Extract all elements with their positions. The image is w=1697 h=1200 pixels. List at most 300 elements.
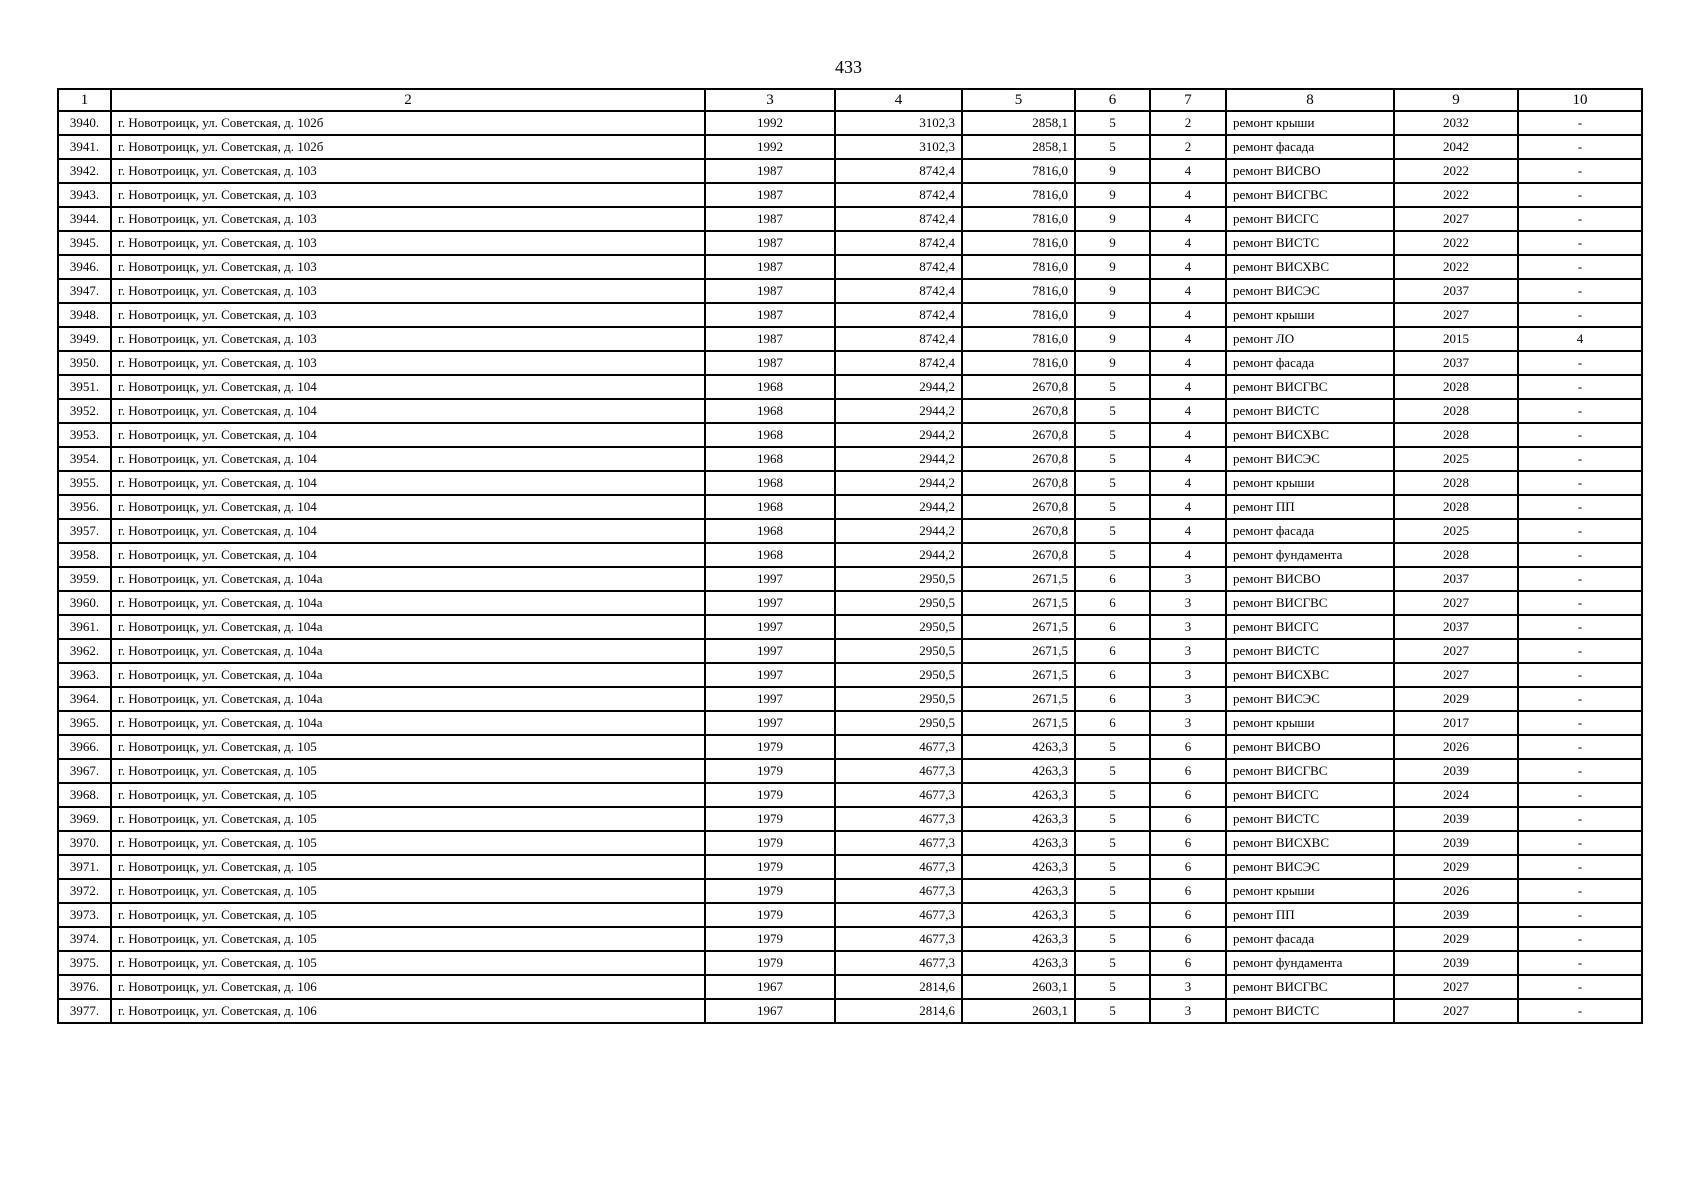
living-area-cell: 7816,0 — [962, 183, 1075, 207]
floors-cell: 5 — [1075, 927, 1150, 951]
total-area-cell: 3102,3 — [835, 135, 962, 159]
note-cell: - — [1518, 423, 1642, 447]
work-type-cell: ремонт фасада — [1226, 927, 1394, 951]
table-row — [58, 207, 1642, 231]
total-area-cell: 2950,5 — [835, 567, 962, 591]
address-cell: г. Новотроицк, ул. Советская, д. 105 — [111, 807, 705, 831]
floors-cell: 9 — [1075, 351, 1150, 375]
year-built-cell: 1997 — [705, 615, 835, 639]
row-number-cell: 3957. — [58, 519, 111, 543]
table-row — [58, 927, 1642, 951]
entrances-cell: 4 — [1150, 375, 1226, 399]
work-type-cell: ремонт ВИСГВС — [1226, 183, 1394, 207]
row-number-cell: 3961. — [58, 615, 111, 639]
total-area-cell: 4677,3 — [835, 951, 962, 975]
table-row — [58, 735, 1642, 759]
address-cell: г. Новотроицк, ул. Советская, д. 103 — [111, 327, 705, 351]
year-built-cell: 1987 — [705, 327, 835, 351]
address-cell: г. Новотроицк, ул. Советская, д. 105 — [111, 927, 705, 951]
work-type-cell: ремонт ВИСХВС — [1226, 423, 1394, 447]
work-type-cell: ремонт ВИСТС — [1226, 399, 1394, 423]
address-cell: г. Новотроицк, ул. Советская, д. 105 — [111, 855, 705, 879]
entrances-cell: 4 — [1150, 303, 1226, 327]
entrances-cell: 6 — [1150, 831, 1226, 855]
year-built-cell: 1979 — [705, 783, 835, 807]
living-area-cell: 7816,0 — [962, 327, 1075, 351]
work-type-cell: ремонт ВИСХВС — [1226, 255, 1394, 279]
total-area-cell: 8742,4 — [835, 303, 962, 327]
year-built-cell: 1979 — [705, 759, 835, 783]
planned-year-cell: 2028 — [1394, 423, 1518, 447]
row-number-cell: 3965. — [58, 711, 111, 735]
work-type-cell: ремонт фундамента — [1226, 543, 1394, 567]
address-cell: г. Новотроицк, ул. Советская, д. 104а — [111, 591, 705, 615]
work-type-cell: ремонт ПП — [1226, 903, 1394, 927]
row-number-cell: 3943. — [58, 183, 111, 207]
year-built-cell: 1968 — [705, 399, 835, 423]
floors-cell: 5 — [1075, 759, 1150, 783]
column-header: 2 — [111, 89, 705, 111]
row-number-cell: 3973. — [58, 903, 111, 927]
row-number-cell: 3962. — [58, 639, 111, 663]
year-built-cell: 1987 — [705, 255, 835, 279]
note-cell: - — [1518, 711, 1642, 735]
table-row — [58, 423, 1642, 447]
work-type-cell: ремонт крыши — [1226, 711, 1394, 735]
planned-year-cell: 2042 — [1394, 135, 1518, 159]
year-built-cell: 1979 — [705, 831, 835, 855]
address-cell: г. Новотроицк, ул. Советская, д. 104 — [111, 399, 705, 423]
year-built-cell: 1979 — [705, 879, 835, 903]
year-built-cell: 1968 — [705, 495, 835, 519]
entrances-cell: 2 — [1150, 111, 1226, 135]
year-built-cell: 1968 — [705, 543, 835, 567]
living-area-cell: 2603,1 — [962, 999, 1075, 1023]
note-cell: - — [1518, 111, 1642, 135]
work-type-cell: ремонт фасада — [1226, 135, 1394, 159]
planned-year-cell: 2027 — [1394, 207, 1518, 231]
planned-year-cell: 2024 — [1394, 783, 1518, 807]
address-cell: г. Новотроицк, ул. Советская, д. 102б — [111, 111, 705, 135]
column-header: 3 — [705, 89, 835, 111]
note-cell: - — [1518, 783, 1642, 807]
address-cell: г. Новотроицк, ул. Советская, д. 102б — [111, 135, 705, 159]
floors-cell: 6 — [1075, 663, 1150, 687]
address-cell: г. Новотроицк, ул. Советская, д. 103 — [111, 255, 705, 279]
living-area-cell: 4263,3 — [962, 903, 1075, 927]
living-area-cell: 4263,3 — [962, 831, 1075, 855]
year-built-cell: 1968 — [705, 423, 835, 447]
year-built-cell: 1968 — [705, 471, 835, 495]
entrances-cell: 3 — [1150, 687, 1226, 711]
row-number-cell: 3972. — [58, 879, 111, 903]
planned-year-cell: 2039 — [1394, 759, 1518, 783]
entrances-cell: 3 — [1150, 567, 1226, 591]
year-built-cell: 1997 — [705, 639, 835, 663]
row-number-cell: 3949. — [58, 327, 111, 351]
total-area-cell: 2814,6 — [835, 975, 962, 999]
entrances-cell: 4 — [1150, 351, 1226, 375]
table-row — [58, 111, 1642, 135]
year-built-cell: 1987 — [705, 231, 835, 255]
year-built-cell: 1992 — [705, 111, 835, 135]
table-row — [58, 711, 1642, 735]
table-row — [58, 255, 1642, 279]
row-number-cell: 3976. — [58, 975, 111, 999]
total-area-cell: 2944,2 — [835, 423, 962, 447]
note-cell: - — [1518, 999, 1642, 1023]
floors-cell: 9 — [1075, 159, 1150, 183]
work-type-cell: ремонт фасада — [1226, 519, 1394, 543]
row-number-cell: 3967. — [58, 759, 111, 783]
table-row — [58, 447, 1642, 471]
year-built-cell: 1968 — [705, 447, 835, 471]
total-area-cell: 8742,4 — [835, 159, 962, 183]
work-type-cell: ремонт ВИСВО — [1226, 735, 1394, 759]
table-row — [58, 639, 1642, 663]
entrances-cell: 4 — [1150, 399, 1226, 423]
address-cell: г. Новотроицк, ул. Советская, д. 105 — [111, 831, 705, 855]
note-cell: - — [1518, 519, 1642, 543]
address-cell: г. Новотроицк, ул. Советская, д. 104а — [111, 639, 705, 663]
table-row — [58, 159, 1642, 183]
entrances-cell: 4 — [1150, 495, 1226, 519]
work-type-cell: ремонт фасада — [1226, 351, 1394, 375]
row-number-cell: 3953. — [58, 423, 111, 447]
table-row — [58, 975, 1642, 999]
planned-year-cell: 2029 — [1394, 927, 1518, 951]
planned-year-cell: 2028 — [1394, 543, 1518, 567]
planned-year-cell: 2029 — [1394, 855, 1518, 879]
total-area-cell: 4677,3 — [835, 783, 962, 807]
row-number-cell: 3956. — [58, 495, 111, 519]
note-cell: - — [1518, 135, 1642, 159]
address-cell: г. Новотроицк, ул. Советская, д. 103 — [111, 231, 705, 255]
work-type-cell: ремонт крыши — [1226, 303, 1394, 327]
note-cell: - — [1518, 591, 1642, 615]
entrances-cell: 2 — [1150, 135, 1226, 159]
planned-year-cell: 2022 — [1394, 159, 1518, 183]
floors-cell: 5 — [1075, 111, 1150, 135]
row-number-cell: 3946. — [58, 255, 111, 279]
work-type-cell: ремонт ВИСТС — [1226, 807, 1394, 831]
note-cell: - — [1518, 399, 1642, 423]
row-number-cell: 3942. — [58, 159, 111, 183]
row-number-cell: 3954. — [58, 447, 111, 471]
planned-year-cell: 2028 — [1394, 375, 1518, 399]
entrances-cell: 4 — [1150, 327, 1226, 351]
total-area-cell: 4677,3 — [835, 903, 962, 927]
note-cell: - — [1518, 855, 1642, 879]
living-area-cell: 7816,0 — [962, 351, 1075, 375]
entrances-cell: 6 — [1150, 735, 1226, 759]
planned-year-cell: 2027 — [1394, 303, 1518, 327]
entrances-cell: 4 — [1150, 207, 1226, 231]
work-type-cell: ремонт ВИСГВС — [1226, 975, 1394, 999]
work-type-cell: ремонт ВИСГС — [1226, 615, 1394, 639]
address-cell: г. Новотроицк, ул. Советская, д. 105 — [111, 903, 705, 927]
work-type-cell: ремонт ВИСГВС — [1226, 591, 1394, 615]
planned-year-cell: 2037 — [1394, 615, 1518, 639]
work-type-cell: ремонт ВИСГВС — [1226, 375, 1394, 399]
address-cell: г. Новотроицк, ул. Советская, д. 104а — [111, 567, 705, 591]
planned-year-cell: 2027 — [1394, 999, 1518, 1023]
floors-cell: 5 — [1075, 951, 1150, 975]
entrances-cell: 6 — [1150, 807, 1226, 831]
work-type-cell: ремонт ВИСТС — [1226, 999, 1394, 1023]
row-number-cell: 3960. — [58, 591, 111, 615]
planned-year-cell: 2017 — [1394, 711, 1518, 735]
table-row — [58, 519, 1642, 543]
living-area-cell: 4263,3 — [962, 879, 1075, 903]
work-type-cell: ремонт ВИСХВС — [1226, 831, 1394, 855]
floors-cell: 5 — [1075, 423, 1150, 447]
note-cell: - — [1518, 471, 1642, 495]
planned-year-cell: 2028 — [1394, 399, 1518, 423]
note-cell: - — [1518, 615, 1642, 639]
address-cell: г. Новотроицк, ул. Советская, д. 105 — [111, 735, 705, 759]
living-area-cell: 2670,8 — [962, 423, 1075, 447]
row-number-cell: 3955. — [58, 471, 111, 495]
row-number-cell: 3952. — [58, 399, 111, 423]
entrances-cell: 3 — [1150, 975, 1226, 999]
total-area-cell: 2950,5 — [835, 663, 962, 687]
row-number-cell: 3947. — [58, 279, 111, 303]
address-cell: г. Новотроицк, ул. Советская, д. 104 — [111, 519, 705, 543]
table-row — [58, 807, 1642, 831]
living-area-cell: 7816,0 — [962, 303, 1075, 327]
floors-cell: 5 — [1075, 783, 1150, 807]
living-area-cell: 2671,5 — [962, 567, 1075, 591]
planned-year-cell: 2032 — [1394, 111, 1518, 135]
address-cell: г. Новотроицк, ул. Советская, д. 104 — [111, 471, 705, 495]
work-type-cell: ремонт крыши — [1226, 111, 1394, 135]
total-area-cell: 8742,4 — [835, 327, 962, 351]
row-number-cell: 3945. — [58, 231, 111, 255]
table-row — [58, 903, 1642, 927]
living-area-cell: 2671,5 — [962, 639, 1075, 663]
note-cell: - — [1518, 183, 1642, 207]
entrances-cell: 6 — [1150, 759, 1226, 783]
row-number-cell: 3964. — [58, 687, 111, 711]
row-number-cell: 3944. — [58, 207, 111, 231]
floors-cell: 5 — [1075, 543, 1150, 567]
table-row — [58, 495, 1642, 519]
living-area-cell: 2670,8 — [962, 495, 1075, 519]
planned-year-cell: 2025 — [1394, 447, 1518, 471]
note-cell: - — [1518, 447, 1642, 471]
floors-cell: 5 — [1075, 831, 1150, 855]
work-type-cell: ремонт крыши — [1226, 879, 1394, 903]
table-row — [58, 831, 1642, 855]
entrances-cell: 4 — [1150, 279, 1226, 303]
planned-year-cell: 2026 — [1394, 879, 1518, 903]
table-row — [58, 687, 1642, 711]
planned-year-cell: 2027 — [1394, 639, 1518, 663]
total-area-cell: 2814,6 — [835, 999, 962, 1023]
planned-year-cell: 2015 — [1394, 327, 1518, 351]
living-area-cell: 4263,3 — [962, 783, 1075, 807]
address-cell: г. Новотроицк, ул. Советская, д. 103 — [111, 351, 705, 375]
row-number-cell: 3963. — [58, 663, 111, 687]
table-row — [58, 591, 1642, 615]
total-area-cell: 2950,5 — [835, 711, 962, 735]
header-row — [58, 89, 1642, 111]
total-area-cell: 2944,2 — [835, 495, 962, 519]
living-area-cell: 2670,8 — [962, 471, 1075, 495]
entrances-cell: 4 — [1150, 183, 1226, 207]
table-row — [58, 663, 1642, 687]
work-type-cell: ремонт крыши — [1226, 471, 1394, 495]
address-cell: г. Новотроицк, ул. Советская, д. 103 — [111, 303, 705, 327]
living-area-cell: 2671,5 — [962, 663, 1075, 687]
address-cell: г. Новотроицк, ул. Советская, д. 104а — [111, 615, 705, 639]
floors-cell: 5 — [1075, 735, 1150, 759]
note-cell: - — [1518, 807, 1642, 831]
year-built-cell: 1979 — [705, 903, 835, 927]
note-cell: - — [1518, 903, 1642, 927]
floors-cell: 5 — [1075, 975, 1150, 999]
work-type-cell: ремонт ВИСЭС — [1226, 279, 1394, 303]
floors-cell: 9 — [1075, 279, 1150, 303]
floors-cell: 5 — [1075, 903, 1150, 927]
total-area-cell: 8742,4 — [835, 207, 962, 231]
table-row — [58, 615, 1642, 639]
living-area-cell: 2670,8 — [962, 399, 1075, 423]
year-built-cell: 1968 — [705, 375, 835, 399]
floors-cell: 9 — [1075, 327, 1150, 351]
address-cell: г. Новотроицк, ул. Советская, д. 104 — [111, 447, 705, 471]
note-cell: - — [1518, 831, 1642, 855]
living-area-cell: 4263,3 — [962, 759, 1075, 783]
living-area-cell: 7816,0 — [962, 255, 1075, 279]
address-cell: г. Новотроицк, ул. Советская, д. 105 — [111, 783, 705, 807]
column-header: 8 — [1226, 89, 1394, 111]
living-area-cell: 7816,0 — [962, 159, 1075, 183]
note-cell: - — [1518, 303, 1642, 327]
total-area-cell: 8742,4 — [835, 231, 962, 255]
living-area-cell: 7816,0 — [962, 207, 1075, 231]
total-area-cell: 2950,5 — [835, 615, 962, 639]
note-cell: 4 — [1518, 327, 1642, 351]
entrances-cell: 4 — [1150, 471, 1226, 495]
total-area-cell: 8742,4 — [835, 279, 962, 303]
year-built-cell: 1979 — [705, 807, 835, 831]
work-type-cell: ремонт ЛО — [1226, 327, 1394, 351]
planned-year-cell: 2039 — [1394, 951, 1518, 975]
note-cell: - — [1518, 759, 1642, 783]
living-area-cell: 2670,8 — [962, 447, 1075, 471]
row-number-cell: 3966. — [58, 735, 111, 759]
floors-cell: 6 — [1075, 639, 1150, 663]
table-row — [58, 783, 1642, 807]
planned-year-cell: 2027 — [1394, 591, 1518, 615]
note-cell: - — [1518, 159, 1642, 183]
work-type-cell: ремонт ВИСХВС — [1226, 663, 1394, 687]
living-area-cell: 4263,3 — [962, 927, 1075, 951]
work-type-cell: ремонт ВИСЭС — [1226, 687, 1394, 711]
planned-year-cell: 2026 — [1394, 735, 1518, 759]
year-built-cell: 1968 — [705, 519, 835, 543]
entrances-cell: 6 — [1150, 927, 1226, 951]
table-row — [58, 375, 1642, 399]
entrances-cell: 4 — [1150, 447, 1226, 471]
row-number-cell: 3958. — [58, 543, 111, 567]
work-type-cell: ремонт фундамента — [1226, 951, 1394, 975]
note-cell: - — [1518, 279, 1642, 303]
work-type-cell: ремонт ВИСЭС — [1226, 447, 1394, 471]
entrances-cell: 4 — [1150, 255, 1226, 279]
note-cell: - — [1518, 543, 1642, 567]
living-area-cell: 4263,3 — [962, 807, 1075, 831]
address-cell: г. Новотроицк, ул. Советская, д. 103 — [111, 159, 705, 183]
year-built-cell: 1979 — [705, 951, 835, 975]
floors-cell: 5 — [1075, 879, 1150, 903]
total-area-cell: 4677,3 — [835, 927, 962, 951]
total-area-cell: 4677,3 — [835, 879, 962, 903]
work-type-cell: ремонт ВИСГВС — [1226, 759, 1394, 783]
total-area-cell: 2944,2 — [835, 375, 962, 399]
address-cell: г. Новотроицк, ул. Советская, д. 106 — [111, 999, 705, 1023]
work-type-cell: ремонт ВИСТС — [1226, 231, 1394, 255]
living-area-cell: 4263,3 — [962, 855, 1075, 879]
row-number-cell: 3951. — [58, 375, 111, 399]
work-type-cell: ремонт ВИСГС — [1226, 207, 1394, 231]
table-row — [58, 231, 1642, 255]
floors-cell: 5 — [1075, 375, 1150, 399]
floors-cell: 5 — [1075, 135, 1150, 159]
entrances-cell: 4 — [1150, 543, 1226, 567]
note-cell: - — [1518, 735, 1642, 759]
table-row — [58, 999, 1642, 1023]
planned-year-cell: 2039 — [1394, 903, 1518, 927]
column-header: 1 — [58, 89, 111, 111]
work-type-cell: ремонт ВИСВО — [1226, 159, 1394, 183]
row-number-cell: 3950. — [58, 351, 111, 375]
registry-table — [57, 88, 1643, 1024]
table-row — [58, 879, 1642, 903]
table-row — [58, 567, 1642, 591]
note-cell: - — [1518, 879, 1642, 903]
entrances-cell: 6 — [1150, 903, 1226, 927]
floors-cell: 5 — [1075, 519, 1150, 543]
table-row — [58, 399, 1642, 423]
living-area-cell: 2858,1 — [962, 135, 1075, 159]
address-cell: г. Новотроицк, ул. Советская, д. 103 — [111, 183, 705, 207]
row-number-cell: 3968. — [58, 783, 111, 807]
entrances-cell: 6 — [1150, 951, 1226, 975]
planned-year-cell: 2022 — [1394, 183, 1518, 207]
work-type-cell: ремонт ВИСТС — [1226, 639, 1394, 663]
living-area-cell: 4263,3 — [962, 735, 1075, 759]
planned-year-cell: 2028 — [1394, 495, 1518, 519]
column-header: 5 — [962, 89, 1075, 111]
entrances-cell: 3 — [1150, 663, 1226, 687]
total-area-cell: 2944,2 — [835, 399, 962, 423]
work-type-cell: ремонт ВИСГС — [1226, 783, 1394, 807]
planned-year-cell: 2028 — [1394, 471, 1518, 495]
address-cell: г. Новотроицк, ул. Советская, д. 106 — [111, 975, 705, 999]
floors-cell: 9 — [1075, 303, 1150, 327]
year-built-cell: 1997 — [705, 591, 835, 615]
entrances-cell: 3 — [1150, 591, 1226, 615]
row-number-cell: 3948. — [58, 303, 111, 327]
entrances-cell: 6 — [1150, 855, 1226, 879]
year-built-cell: 1979 — [705, 735, 835, 759]
floors-cell: 5 — [1075, 807, 1150, 831]
year-built-cell: 1987 — [705, 159, 835, 183]
floors-cell: 9 — [1075, 183, 1150, 207]
